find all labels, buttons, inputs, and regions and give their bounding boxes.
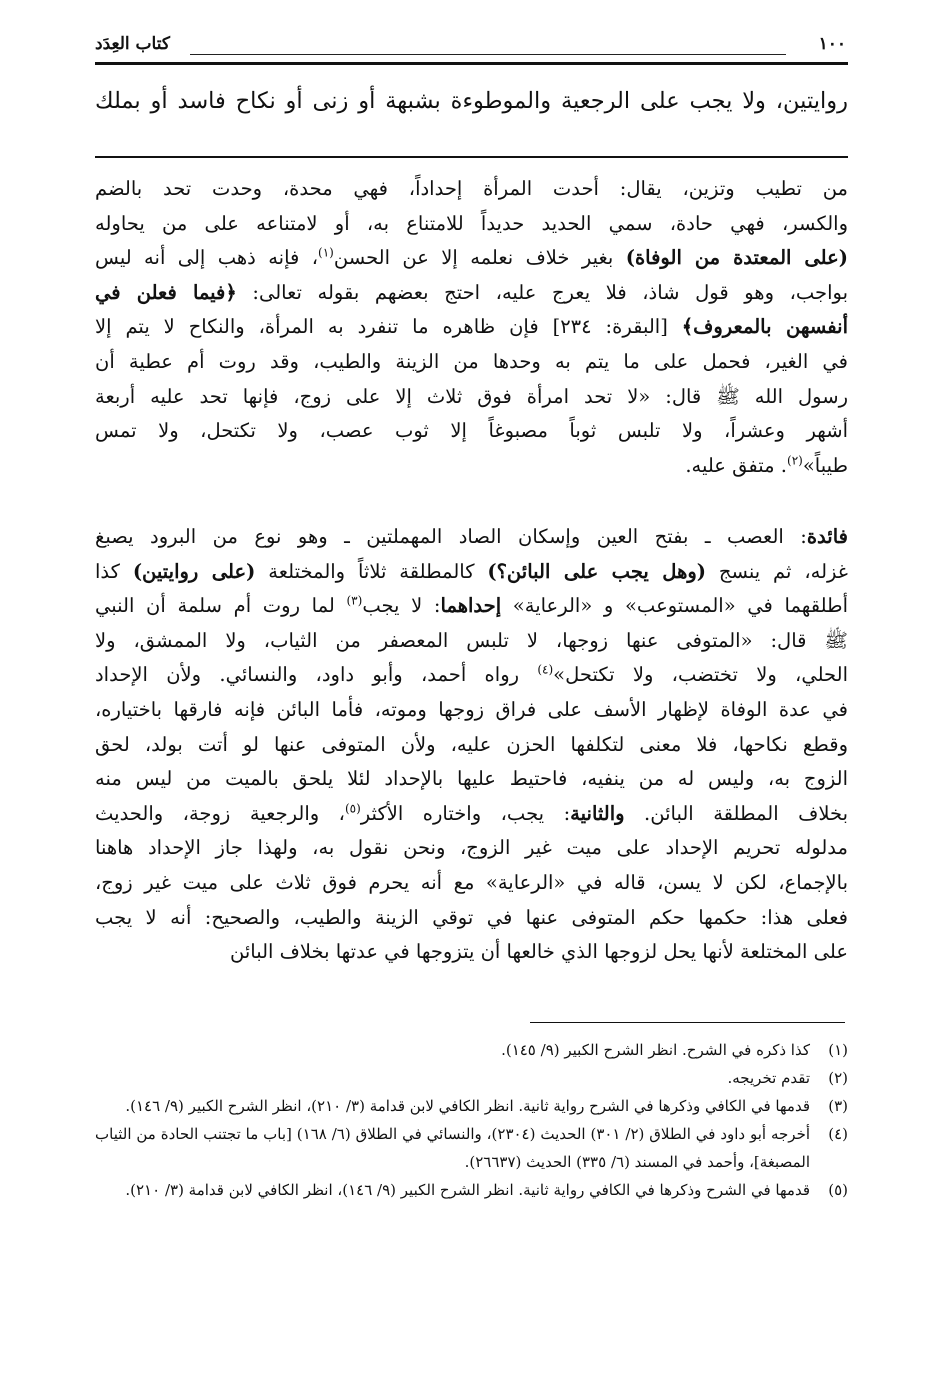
text-segment: رسول الله ﷺ قال: «لا تحد امرأة فوق ثلاث إلا على زوج، فإنها تحد عليه أربعة [95,384,848,408]
text-line [95,658,848,693]
text-segment: رواه أحمد، وأبو داود، والنسائي. ولأن الإحداد [95,663,538,687]
matn-rule [95,156,848,158]
text-line [95,449,848,484]
bold-text: إحداهما [440,594,502,618]
text-segment: فعلى هذا: حكمها حكم المتوفى عنها في توقي الزينة والطيب، والصحيح: أنه لا يجب [95,905,848,929]
footnote-text: أخرجه أبو داود في الطلاق (٢/ ٣٠١) الحديث (٢٣٠٤)، والنسائي في الطلاق (٦/ ١٦٨) [باب ما تجتنب الحادة من الثياب المصبغة]، وأحمد في المسند (٦/ ٣٣٥) الحديث (٢٦٦٣٧). [95,1125,811,1171]
footnote-number: (٥) [828,1181,848,1199]
matn-text: روايتين، ولا يجب على الرجعية والموطوءة بشبهة أو زنى أو نكاح فاسد أو بملك [95,88,848,114]
text-segment: أشهر وعشراً، ولا تلبس ثوباً مصبوغاً إلا ثوب عصب، ولا تكتحل، ولا تمس [95,419,848,443]
text-segment: بخلاف المطلقة البائن. [624,801,848,825]
text-segment: [البقرة: ٢٣٤] فإن ظاهره ما تنفرد به المرأة، والنكاح لا يتم إلا [95,315,682,339]
footnote-text: كذا ذكره في الشرح. انظر الشرح الكبير (٩/ ١٤٥). [501,1041,810,1059]
text-segment: ، فإنه ذهب إلى أنه ليس [95,246,319,270]
text-line [95,520,848,555]
text-segment: طيباً» [802,453,848,477]
footnote-rule [530,1022,845,1023]
footnote [95,1036,848,1064]
text-line [95,866,848,901]
text-segment: أطلقهما في «المستوعب» و «الرعاية» [501,594,848,618]
footnote [95,1120,848,1176]
text-line [95,797,848,832]
footnote-ref: (٢) [787,453,803,468]
text-line [95,901,848,936]
text-line [95,624,848,659]
text-segment: ، والرجعية زوجة، والحديث [95,801,345,825]
text-segment: كذا [95,559,133,583]
footnote-text: قدمها في الشرح وذكرها في الكافي رواية ثانية. انظر الشرح الكبير (٩/ ١٤٦)، انظر الكافي لابن قدامة (٣/ ٢١٠). [125,1181,810,1199]
text-line [95,555,848,590]
text-line [95,345,848,380]
text-line [95,693,848,728]
footnote-text: تقدم تخريجه. [727,1069,810,1087]
running-header [95,34,848,60]
bold-text: أنفسهن بالمعروف﴾ [681,315,848,339]
bold-text: (وهل يجب على البائن؟) [487,559,706,583]
text-segment: لما روت أم سلمة أن النبي [95,594,347,618]
footnotes [95,1036,848,1204]
header-line [190,54,786,55]
bold-text: (على روايتين) [132,559,256,583]
footnote [95,1176,848,1204]
footnote-ref: (١) [318,245,334,260]
text-segment: الزوج به، وليس له من ينفيه، فاحتيط عليها بالإحداد لئلا يلحق بالميت من ليس منه [95,767,848,791]
text-segment: : العصب ـ بفتح العين وإسكان الصاد المهملتين ـ وهو نوع من البرود يصبغ [95,525,807,548]
bold-text: (على المعتدة من الوفاة) [625,246,848,270]
text-line [95,935,848,970]
bold-text: ﴿فيما فعلن في [95,280,237,304]
footnote [95,1092,848,1120]
text-line [95,762,848,797]
footnote [95,1064,848,1092]
footnote-number: (٤) [828,1125,848,1143]
footnote-number: (٢) [828,1069,848,1087]
footnote-ref: (٣) [346,593,363,608]
commentary-paragraph-2 [95,520,848,970]
text-line [95,589,848,624]
text-segment: في عدة الوفاة لإظهار الأسف على فراق زوجها وموته، فأما البائن فإنه فارقها باختياره، [95,697,848,721]
footnote-text: قدمها في الكافي وذكرها في الشرح رواية ثانية. انظر الكافي لابن قدامة (٣/ ٢١٠)، انظر الشرح الكبير (٩/ ١٤٦). [125,1097,810,1115]
text-segment: في الغير، فحمل على ما يتم به وحدها من الزينة والطيب، وقد روت أم عطية أن [95,349,848,373]
text-segment: غزله، ثم ينسج [706,559,848,583]
footnote-number: (٣) [828,1097,848,1115]
text-line [95,728,848,763]
text-segment: وقطع نكاحها، فلا معنى لتكلفها الحزن عليه، ولأن المتوفى عنها لو أتت بولد، لحق [95,732,848,756]
text-segment: بالإجماع، لكن لا يسن، قاله في «الرعاية» مع أنه يحرم فوق ثلاث على ميت غير زوج، [95,870,848,894]
text-segment: من تطيب وتزين، يقال: أحدت المرأة إحداداً، فهي محدة، وحدت تحد بالضم [95,177,848,200]
text-line [95,241,848,276]
text-line [95,380,848,415]
bold-text: فائدة [806,525,848,548]
header-rule [95,62,848,65]
text-line [95,310,848,345]
text-segment: : يجب، واختاره الأكثر [360,801,571,825]
text-line [95,276,848,311]
footnote-ref: (٤) [537,662,554,677]
text-segment: بواجب، وهو قول شاذ، فلا يعرج عليه، احتج بعضهم بقوله تعالى: [236,280,848,304]
text-segment: . متفق عليه. [685,453,787,477]
text-segment: على المختلعة لأنها يحل لزوجها الذي خالعها أن يتزوجها في عدتها بخلاف البائن [230,940,848,964]
footnote-number: (١) [828,1041,848,1059]
text-segment: الحلي، ولا تختضب، ولا تكتحل» [553,663,848,687]
text-segment: كالمطلقة ثلاثاً والمختلعة [255,559,488,583]
text-segment: ﷺ قال: «المتوفى عنها زوجها، لا تلبس المعصفر من الثياب، ولا الممشق، ولا [95,628,848,652]
bold-text: والثانية [570,801,625,825]
text-line [95,831,848,866]
book-title: كتاب العِدَد [95,34,170,54]
text-segment: بغير خلاف نعلمه إلا عن الحسن [333,246,626,270]
text-segment: والكسر، فهي حادة، سمي الحديد حديداً للامتناع به، أو لامتناعه على من يحاوله [95,211,848,235]
text-segment: مدلوله تحريم الإحداد على ميت غير الزوج، ونحن نقول به، ولهذا جاز الإحداد هاهنا [95,836,848,860]
text-line [95,172,848,207]
page-number: ١٠٠ [818,34,846,54]
text-segment: : لا يجب [362,594,441,618]
commentary-paragraph-1 [95,172,848,483]
footnote-ref: (٥) [344,801,361,816]
text-line [95,207,848,242]
text-line [95,414,848,449]
